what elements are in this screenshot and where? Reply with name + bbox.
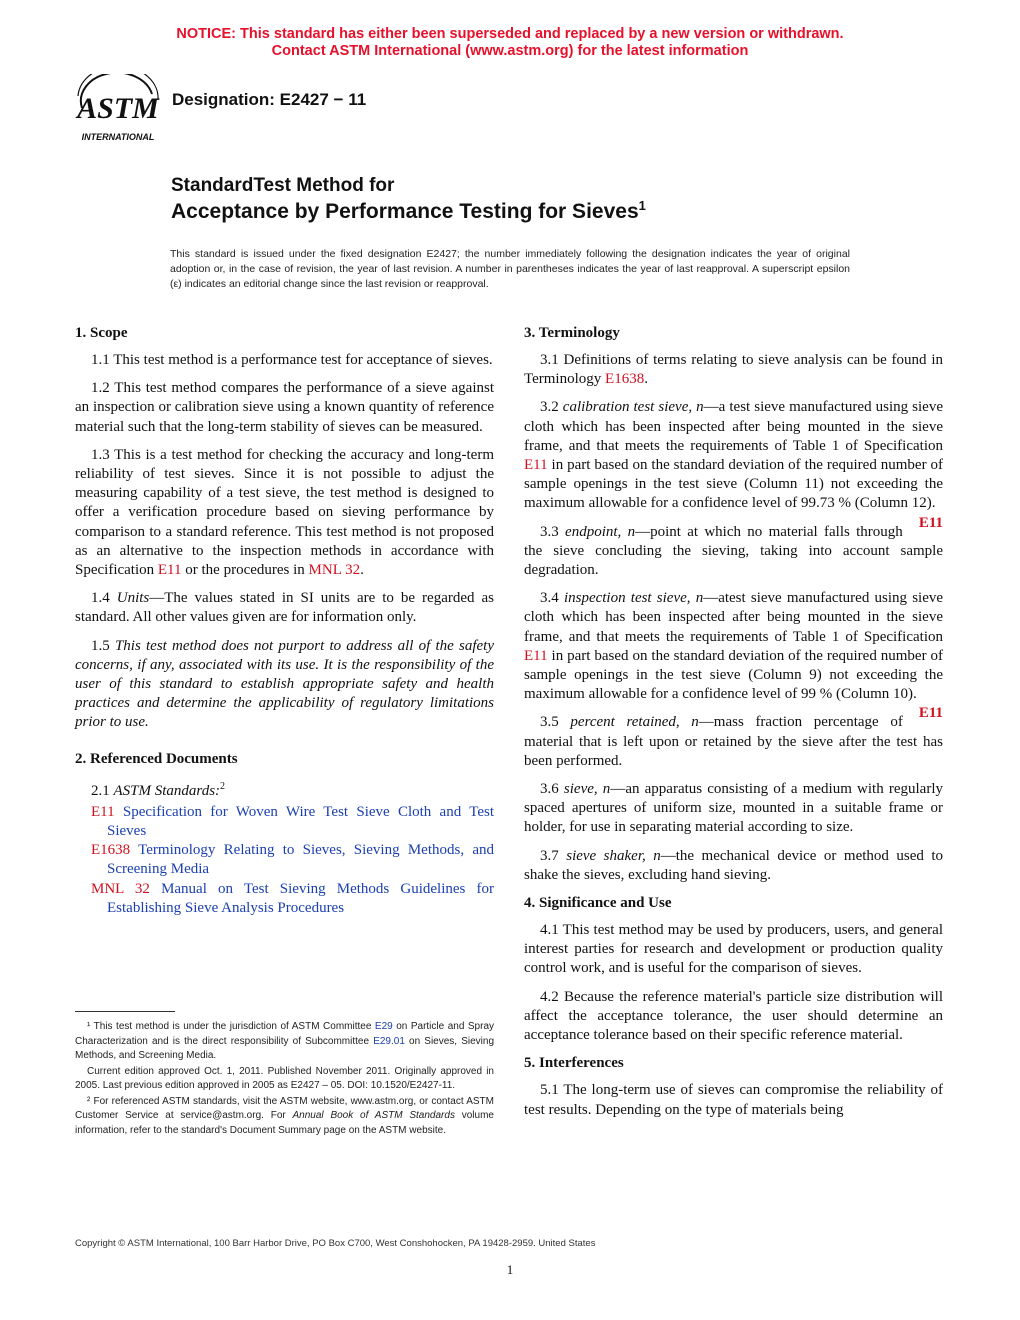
ref-item-e11[interactable]: E11 Specification for Woven Wire Test Sieve Cloth and Test Sieves [91, 803, 494, 840]
change-tag-e11[interactable]: E11 [918, 514, 943, 531]
footnotes [75, 1020, 494, 1139]
left-column [75, 324, 494, 918]
para-3-2: 3.2 calibration test sieve, n—a test sieve manufactured using sieve cloth which has been inspected after being mounted in the sieve frame, and that meets the requirements of Table 1 of Specification E11 in part based on the standard deviation of the required number of sample openings in the test sieve (Column 11) not exceeding the maximum allowable for a confidence level of 99.73 % (Column 12). E11 [524, 398, 943, 513]
link-e29[interactable]: E29 [374, 1021, 393, 1032]
para-5-1: 5.1 The long-term use of sieves can compromise the reliability of test results. Depending on the type of materials being [524, 1082, 943, 1118]
para-2-1: 2.1 ASTM Standards:$^2$ [91, 780, 226, 799]
astm-logo-icon [72, 74, 164, 146]
section-heading-interferences: 5. Interferences [524, 1055, 624, 1072]
withdrawal-notice [0, 26, 1020, 60]
copyright: Copyright © ASTM International, 100 Barr Harbor Drive, PO Box C700, West Conshohocken, PA 19428-2959. United States [75, 1238, 596, 1249]
section-heading-terminology: 3. Terminology [524, 325, 620, 341]
footnote-divider [75, 1011, 175, 1012]
link-e11-3-4[interactable]: E11 [524, 647, 548, 664]
para-3-1: 3.1 Definitions of terms relating to sieve analysis can be found in Terminology E1638. [524, 352, 943, 388]
title-line-2 [171, 198, 646, 224]
link-e11[interactable]: E11 [157, 562, 182, 579]
issuance-statement: This standard is issued under the fixed designation E2427; the number immediately following the designation indicates the year of original adoption or, in the case of revision, the year of last revision. A number in parentheses indicates the year of last reapproval. A superscript epsilon (ε) indicates an editorial change since the last revision or reapproval. [170, 248, 850, 290]
link-mnl32[interactable]: MNL 32 [308, 562, 361, 579]
para-1-1: 1.1 This test method is a performance test for acceptance of sieves. [91, 352, 493, 368]
title-footnote-marker: 1 [638, 198, 646, 213]
title-text: Acceptance by Performance Testing for Sieves [171, 200, 639, 223]
link-e11-3-2[interactable]: E11 [524, 457, 548, 474]
para-1-4: 1.4 Units—The values stated in SI units are to be regarded as standard. All other values given are for information only. [75, 590, 494, 626]
section-heading-scope: 1. Scope [75, 325, 128, 341]
svg-text:INTERNATIONAL: INTERNATIONAL [81, 132, 155, 142]
footnote-1: ¹ This test method is under the jurisdiction of ASTM Committee E29 on Particle and Spray Characterization and is the direct responsibility of Subcommittee E29.01 on Sieves, Sieving Methods, and Screening Media. [75, 1021, 495, 1061]
page-number: 1 [506, 1262, 514, 1277]
para-3-4: 3.4 inspection test sieve, n—atest sieve manufactured using sieve cloth which has been inspected after being mounted in the sieve frame, and that meets the requirements of Table 1 of Specification E11 in part based on the standard deviation of the required number of sample openings in the test sieve (Column 9) not exceeding the maximum allowable for a confidence level of 99 % (Column 10). E11 [524, 589, 943, 704]
para-4-2: 4.2 Because the reference material's particle size distribution will affect the acceptance tolerance, the user should determine an acceptance tolerance based on their specific reference material. [524, 988, 943, 1044]
notice-line-2: Contact ASTM International (www.astm.org) for the latest information [271, 43, 749, 59]
notice-line-1: NOTICE: This standard has either been superseded and replaced by a new version or withdrawn. [176, 26, 844, 42]
para-1-2: 1.2 This test method compares the performance of a sieve against an inspection or calibration sieve using a known quantity of reference material such that the long-term stability of sieves can be measured. [75, 380, 494, 435]
link-e1638[interactable]: E1638 [605, 371, 645, 388]
change-tag-e11-2[interactable]: E11 [918, 705, 943, 722]
footnote-1-edition: Current edition approved Oct. 1, 2011. Published November 2011. Originally approved in 2005. Last previous edition approved in 2005 as E2427 – 05. DOI: 10.1520/E2427-11. [75, 1065, 494, 1091]
para-3-3: 3.3 endpoint, n—point at which no material falls through the sieve concluding the sieving, taking into account sample degradation. [524, 523, 943, 579]
ref-item-e1638[interactable]: E1638 Terminology Relating to Sieves, Sieving Methods, and Screening Media [91, 842, 494, 878]
designation: Designation: E2427 − 11 [172, 90, 367, 109]
section-heading-significance: 4. Significance and Use [524, 895, 672, 912]
para-3-6: 3.6 sieve, n—an apparatus consisting of a medium with regularly spaced apertures of uniform size, mounted in a suitable frame or holder, for use in separating material according to size. [524, 781, 944, 836]
para-3-5: 3.5 percent retained, n—mass fraction percentage of material that is left upon or retained by the sieve after the test has been performed. [524, 714, 943, 769]
section-heading-referenced: 2. Referenced Documents [75, 750, 238, 767]
para-1-3: 1.3 This is a test method for checking the accuracy and long-term reliability of test sieves. Since it is not possible to adjust the measuring capability of a test sieve, the test method is designed to offer a verification procedure based on sieving performance by comparison to a standard reference. This test method is not proposed as an alternative to the inspection methods in accordance with Specification E11 or the procedures in MNL 32. [75, 446, 494, 579]
svg-text:ASTM: ASTM [77, 92, 159, 125]
right-column [524, 324, 943, 1129]
footnote-2: ² For referenced ASTM standards, visit the ASTM website, www.astm.org, or contact ASTM Customer Service at service@astm.org. For Annual Book of ASTM Standards volume information, refer to the standard's Document Summary page on the ASTM website. [75, 1095, 494, 1136]
ref-item-mnl32[interactable]: MNL 32 Manual on Test Sieving Methods Guidelines for Establishing Sieve Analysis Procedures [91, 880, 495, 916]
para-1-5: 1.5 This test method does not purport to address all of the safety concerns, if any, associated with its use. It is the responsibility of the user of this standard to establish appropriate safety and health practices and determine the applicability of regulatory limitations prior to use. [75, 637, 495, 731]
link-e29-01[interactable]: E29.01 [373, 1035, 405, 1047]
title-line-1: StandardTest Method for [171, 175, 395, 196]
para-3-7: 3.7 sieve shaker, n—the mechanical device or method used to shake the sieves, excluding hand sieving. [524, 847, 944, 883]
para-4-1: 4.1 This test method may be used by producers, users, and general interest parties for research and development or production quality control work, and is useful for the comparison of sieves. [524, 922, 943, 977]
